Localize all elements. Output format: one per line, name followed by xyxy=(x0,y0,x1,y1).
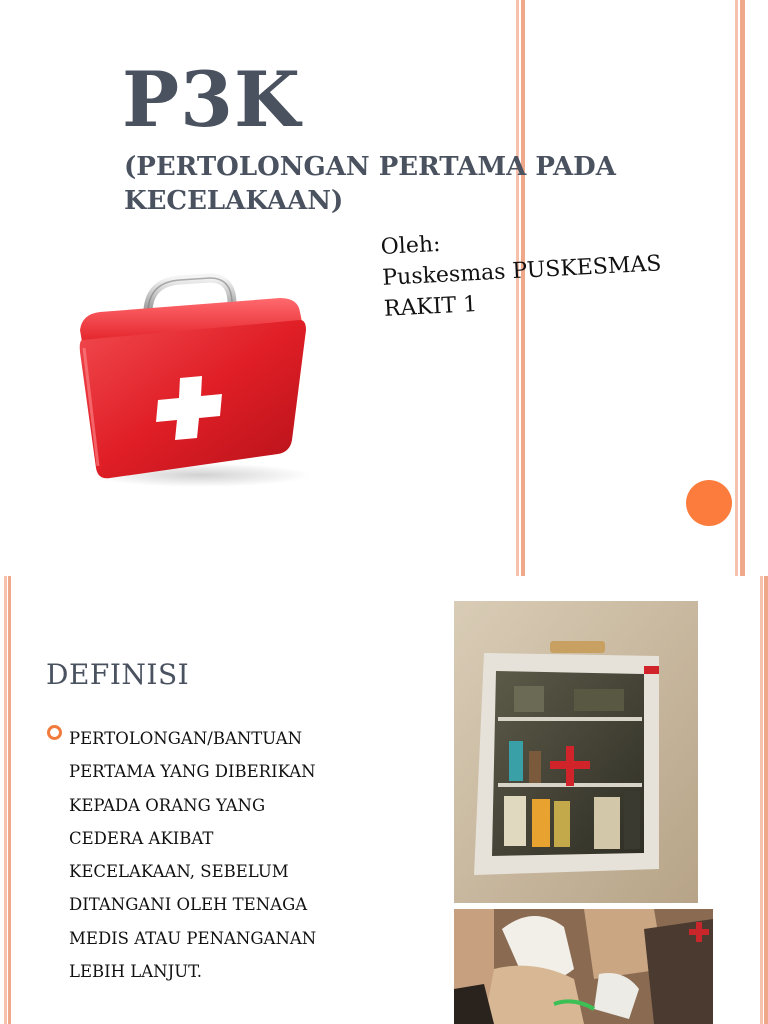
first-aid-kit-icon xyxy=(70,270,315,490)
definition-line: KECELAKAAN, SEBELUM xyxy=(69,862,289,882)
stripe-decoration xyxy=(8,576,11,1024)
section-heading: DEFINISI xyxy=(46,658,190,691)
definition-line: PERTOLONGAN/BANTUAN xyxy=(69,729,303,748)
stripe-decoration xyxy=(735,0,738,576)
first-aid-cabinet-photo xyxy=(454,601,698,903)
definition-line: CEDERA AKIBAT xyxy=(69,828,214,848)
stripe-decoration xyxy=(760,576,763,1024)
author-line: RAKIT 1 xyxy=(383,292,478,322)
slide-title: P3K xyxy=(122,55,302,144)
definition-line: DITANGANI OLEH TENAGA xyxy=(69,895,308,915)
definition-line: KEPADA ORANG YANG xyxy=(69,795,266,815)
author-line: Oleh: xyxy=(380,231,442,260)
definition-slide xyxy=(0,576,768,1024)
orange-dot-decoration xyxy=(686,480,732,526)
definition-text xyxy=(69,722,369,988)
bullet-ring-icon xyxy=(47,725,62,740)
stripe-decoration xyxy=(4,576,7,1024)
author-line: Puskesmas PUSKESMAS xyxy=(381,251,662,291)
definition-line: PERTAMA YANG DIBERIKAN xyxy=(69,762,316,782)
stripe-decoration xyxy=(740,0,745,576)
definition-line: MEDIS ATAU PENANGANAN xyxy=(69,928,317,948)
slide-subtitle: (PERTOLONGAN PERTAMA PADA KECELAKAAN) xyxy=(124,152,616,216)
author-block xyxy=(380,215,714,325)
definition-line: LEBIH LANJUT. xyxy=(69,962,202,982)
first-aid-practice-photo xyxy=(454,909,713,1024)
stripe-decoration xyxy=(764,576,768,1024)
